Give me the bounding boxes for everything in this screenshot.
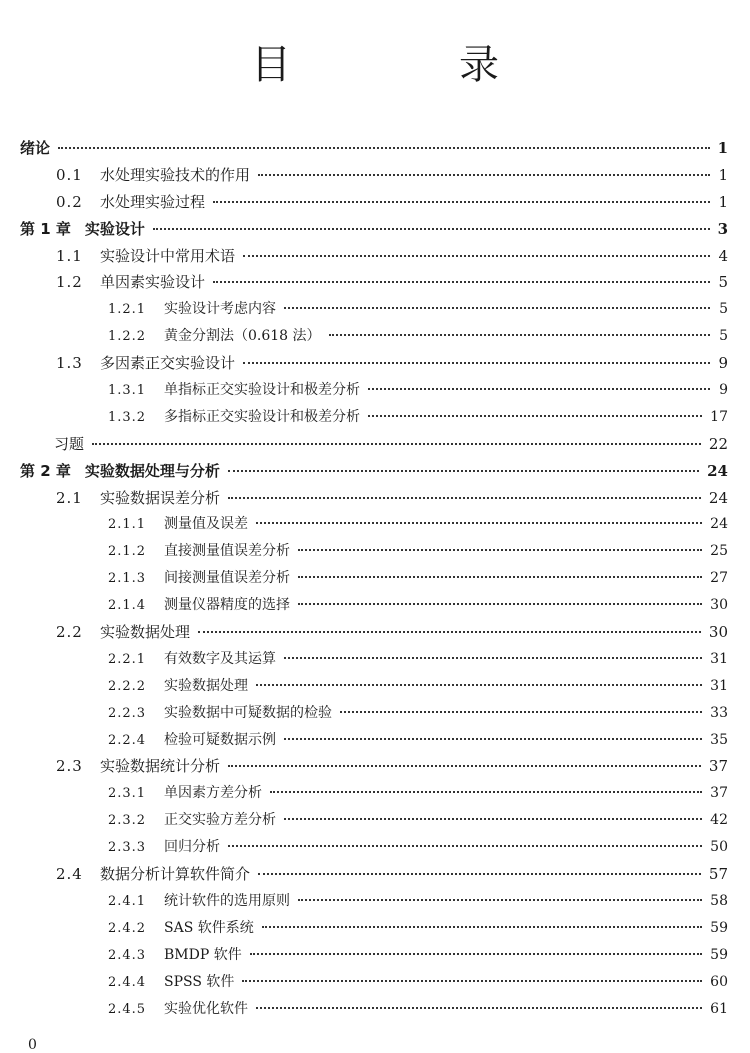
toc-entry-number: 2.2.4 <box>108 732 147 748</box>
toc-entry-number: 1.2.2 <box>108 329 147 345</box>
dot-leader <box>340 711 702 713</box>
toc-entry[interactable] <box>20 890 728 917</box>
toc-entry[interactable] <box>20 164 728 191</box>
toc-entry-title: 水处理实验过程 <box>100 192 206 211</box>
toc-entry[interactable] <box>20 487 728 514</box>
toc-entry[interactable] <box>20 782 728 809</box>
toc-entry-title: 实验数据处理 <box>164 677 248 694</box>
toc-entry[interactable] <box>20 433 728 460</box>
toc-entry[interactable] <box>20 298 728 325</box>
toc-entry-number: 1.3.1 <box>108 383 147 399</box>
toc-entry-page: 50 <box>710 839 728 856</box>
toc-entry-title: 测量仪器精度的选择 <box>164 597 290 614</box>
toc-entry-title: 绪论 <box>20 139 51 157</box>
toc-entry-page: 57 <box>708 865 728 884</box>
dot-leader <box>368 388 710 390</box>
toc-entry-page: 5 <box>718 273 728 292</box>
toc-entry-number: 1.3.2 <box>108 409 147 425</box>
dot-leader <box>298 576 702 578</box>
toc-entry[interactable] <box>20 379 728 406</box>
toc-entry-number: 0.2 <box>56 192 83 211</box>
toc-entry-page: 60 <box>710 973 728 990</box>
toc-entry[interactable] <box>20 137 728 164</box>
toc-entry-title: 实验数据处理 <box>100 623 191 642</box>
toc-entry-title: 黄金分割法（0.618 法） <box>164 328 321 345</box>
toc-entry-page: 27 <box>710 570 728 587</box>
toc-entry[interactable] <box>20 594 728 621</box>
toc-entry-title: 习题 <box>54 434 85 453</box>
toc-entry[interactable] <box>20 406 728 433</box>
toc-entry-page: 59 <box>710 946 728 963</box>
toc-entry-title: 实验数据处理与分析 <box>84 461 220 480</box>
toc-entry-number: 2.2.2 <box>108 678 147 694</box>
toc-entry-page: 37 <box>708 757 728 776</box>
toc-entry-title: 实验数据统计分析 <box>100 757 221 776</box>
toc-entry-page: 5 <box>719 301 728 318</box>
dot-leader <box>228 845 702 847</box>
toc-entry-title: 直接测量值误差分析 <box>164 543 290 560</box>
toc-entry-title: 实验设计考虑内容 <box>164 301 276 318</box>
toc-entry-number: 1.2 <box>56 273 83 292</box>
toc-entry-page: 59 <box>710 919 728 936</box>
toc-entry-title: 多因素正交实验设计 <box>100 354 236 373</box>
toc-entry-page: 42 <box>710 812 728 829</box>
toc-entry-number: 2.4.3 <box>108 947 147 963</box>
toc-entry-page: 9 <box>718 354 728 373</box>
dot-leader <box>256 1007 702 1009</box>
dot-leader <box>368 415 702 417</box>
dot-leader <box>298 899 702 901</box>
toc-entry-number: 2.3.1 <box>108 786 147 802</box>
toc-entry-page: 24 <box>710 516 728 533</box>
toc-entry-page: 1 <box>718 165 728 184</box>
toc-entry-number: 2.2 <box>56 623 83 642</box>
dot-leader <box>250 953 702 955</box>
toc-entry-title: 实验优化软件 <box>164 1000 248 1017</box>
toc-entry-page: 5 <box>719 328 728 345</box>
toc-entry-number: 1.3 <box>56 354 83 373</box>
dot-leader <box>213 201 710 203</box>
dot-leader <box>284 818 702 820</box>
toc-entry[interactable] <box>20 245 728 272</box>
toc-entry-number: 2.3 <box>56 757 83 776</box>
toc-entry[interactable] <box>20 352 728 379</box>
toc-entry-number: 1.1 <box>56 246 83 265</box>
toc-entry-page: 1 <box>718 192 728 211</box>
dot-leader <box>284 657 702 659</box>
toc-entry[interactable] <box>20 460 728 487</box>
toc-entry-title: 数据分析计算软件简介 <box>100 865 251 884</box>
toc-entry-page: 3 <box>717 219 728 238</box>
dot-leader <box>92 443 701 445</box>
dot-leader <box>298 603 702 605</box>
toc-entry-number: 2.2.1 <box>108 651 147 667</box>
toc-entry-number: 2.4.5 <box>108 1001 147 1017</box>
dot-leader <box>262 926 702 928</box>
toc-entry-page: 33 <box>710 704 728 721</box>
toc-entry-title: 实验数据中可疑数据的检验 <box>164 704 332 721</box>
toc-entry-page: 30 <box>710 597 728 614</box>
toc-entry[interactable] <box>20 702 728 729</box>
toc-entry[interactable] <box>20 325 728 352</box>
toc-entry-number: 2.1.1 <box>108 517 147 533</box>
dot-leader <box>242 980 702 982</box>
toc-entry-page: 24 <box>707 461 728 480</box>
toc-entry-page: 24 <box>708 488 728 507</box>
toc-entry-page: 31 <box>710 650 728 667</box>
toc-entry-title: 水处理实验技术的作用 <box>100 165 251 184</box>
toc-entry[interactable] <box>20 729 728 756</box>
dot-leader <box>258 873 701 875</box>
toc-entry-number: 2.4.1 <box>108 893 147 909</box>
toc-entry[interactable] <box>20 971 728 998</box>
toc-entry-title: 检验可疑数据示例 <box>164 731 276 748</box>
toc-entry-number: 2.1.2 <box>108 544 147 560</box>
toc-entry-page: 1 <box>717 139 728 157</box>
toc-entry[interactable] <box>20 809 728 836</box>
dot-leader <box>256 522 702 524</box>
toc-entry[interactable] <box>20 675 728 702</box>
dot-leader <box>284 738 702 740</box>
page-title: 目 录 <box>251 42 563 88</box>
toc-entry-number: 2.2.3 <box>108 705 147 721</box>
toc-entry-number: 第 1 章 <box>20 219 71 238</box>
toc-entry-title: SPSS 软件 <box>164 973 235 990</box>
toc-entry-title: 有效数字及其运算 <box>164 650 276 667</box>
toc-entry[interactable] <box>20 218 728 245</box>
toc-entry-number: 1.2.1 <box>108 302 147 318</box>
toc-entry[interactable] <box>20 513 728 540</box>
dot-leader <box>153 228 710 230</box>
toc-entry-page: 30 <box>708 623 728 642</box>
toc-entry-title: 单因素方差分析 <box>164 785 262 802</box>
toc-entry-number: 2.3.3 <box>108 840 147 856</box>
toc-entry-page: 9 <box>719 382 728 399</box>
dot-leader <box>198 631 701 633</box>
toc-entry-title: BMDP 软件 <box>164 946 242 963</box>
toc-entry[interactable] <box>20 755 728 782</box>
dot-leader <box>298 549 702 551</box>
toc-entry[interactable] <box>20 648 728 675</box>
toc-entry-title: 测量值及误差 <box>164 516 248 533</box>
toc-entry-page: 37 <box>710 785 728 802</box>
toc-entry-title: 单指标正交实验设计和极差分析 <box>164 382 360 399</box>
dot-leader <box>284 307 710 309</box>
toc-entry[interactable] <box>20 191 728 218</box>
toc-entry[interactable] <box>20 540 728 567</box>
toc-entry-title: 实验设计 <box>84 219 145 238</box>
toc-entry-title: 回归分析 <box>164 839 220 856</box>
toc-entry-number: 2.1.3 <box>108 571 147 587</box>
toc-entry-page: 31 <box>710 677 728 694</box>
toc-entry[interactable] <box>20 836 728 863</box>
dot-leader <box>228 765 701 767</box>
dot-leader <box>258 174 710 176</box>
toc-entry-page: 25 <box>710 543 728 560</box>
dot-leader <box>329 334 710 336</box>
toc-entry-title: 实验设计中常用术语 <box>100 246 236 265</box>
toc-entry-page: 22 <box>708 434 728 453</box>
toc-entry-page: 35 <box>710 731 728 748</box>
toc-entry-title: 多指标正交实验设计和极差分析 <box>164 408 360 425</box>
toc-entry-title: 间接测量值误差分析 <box>164 570 290 587</box>
footer-page-number: 0 <box>28 1037 37 1053</box>
dot-leader <box>213 281 710 283</box>
toc-entry-title: 正交实验方差分析 <box>164 812 276 829</box>
dot-leader <box>243 255 710 257</box>
toc-entry-title: SAS 软件系统 <box>164 919 254 936</box>
toc-entry-title: 单因素实验设计 <box>100 273 206 292</box>
toc-entry[interactable] <box>20 944 728 971</box>
dot-leader <box>58 147 710 149</box>
toc-entry-number: 第 2 章 <box>20 461 71 480</box>
toc-entry[interactable] <box>20 863 728 890</box>
toc-entry-page: 17 <box>710 408 728 425</box>
toc-entry[interactable] <box>20 271 728 298</box>
toc-entry-number: 2.4.4 <box>108 974 147 990</box>
toc-entry[interactable] <box>20 621 728 648</box>
toc-entry-number: 2.4 <box>56 865 83 884</box>
toc-entry-page: 4 <box>718 246 728 265</box>
dot-leader <box>270 791 702 793</box>
toc-entry[interactable] <box>20 998 728 1025</box>
toc-entry-number: 2.3.2 <box>108 813 147 829</box>
toc-entry-title: 统计软件的选用原则 <box>164 892 290 909</box>
toc-entry-number: 2.1.4 <box>108 598 147 614</box>
table-of-contents <box>20 137 728 1024</box>
dot-leader <box>228 497 701 499</box>
dot-leader <box>243 362 710 364</box>
toc-entry-number: 0.1 <box>56 165 83 184</box>
toc-entry[interactable] <box>20 567 728 594</box>
toc-entry-page: 61 <box>710 1000 728 1017</box>
dot-leader <box>228 470 699 472</box>
toc-entry-number: 2.1 <box>56 488 83 507</box>
toc-entry-page: 58 <box>710 892 728 909</box>
toc-entry[interactable] <box>20 917 728 944</box>
dot-leader <box>256 684 702 686</box>
toc-entry-title: 实验数据误差分析 <box>100 488 221 507</box>
toc-entry-number: 2.4.2 <box>108 920 147 936</box>
